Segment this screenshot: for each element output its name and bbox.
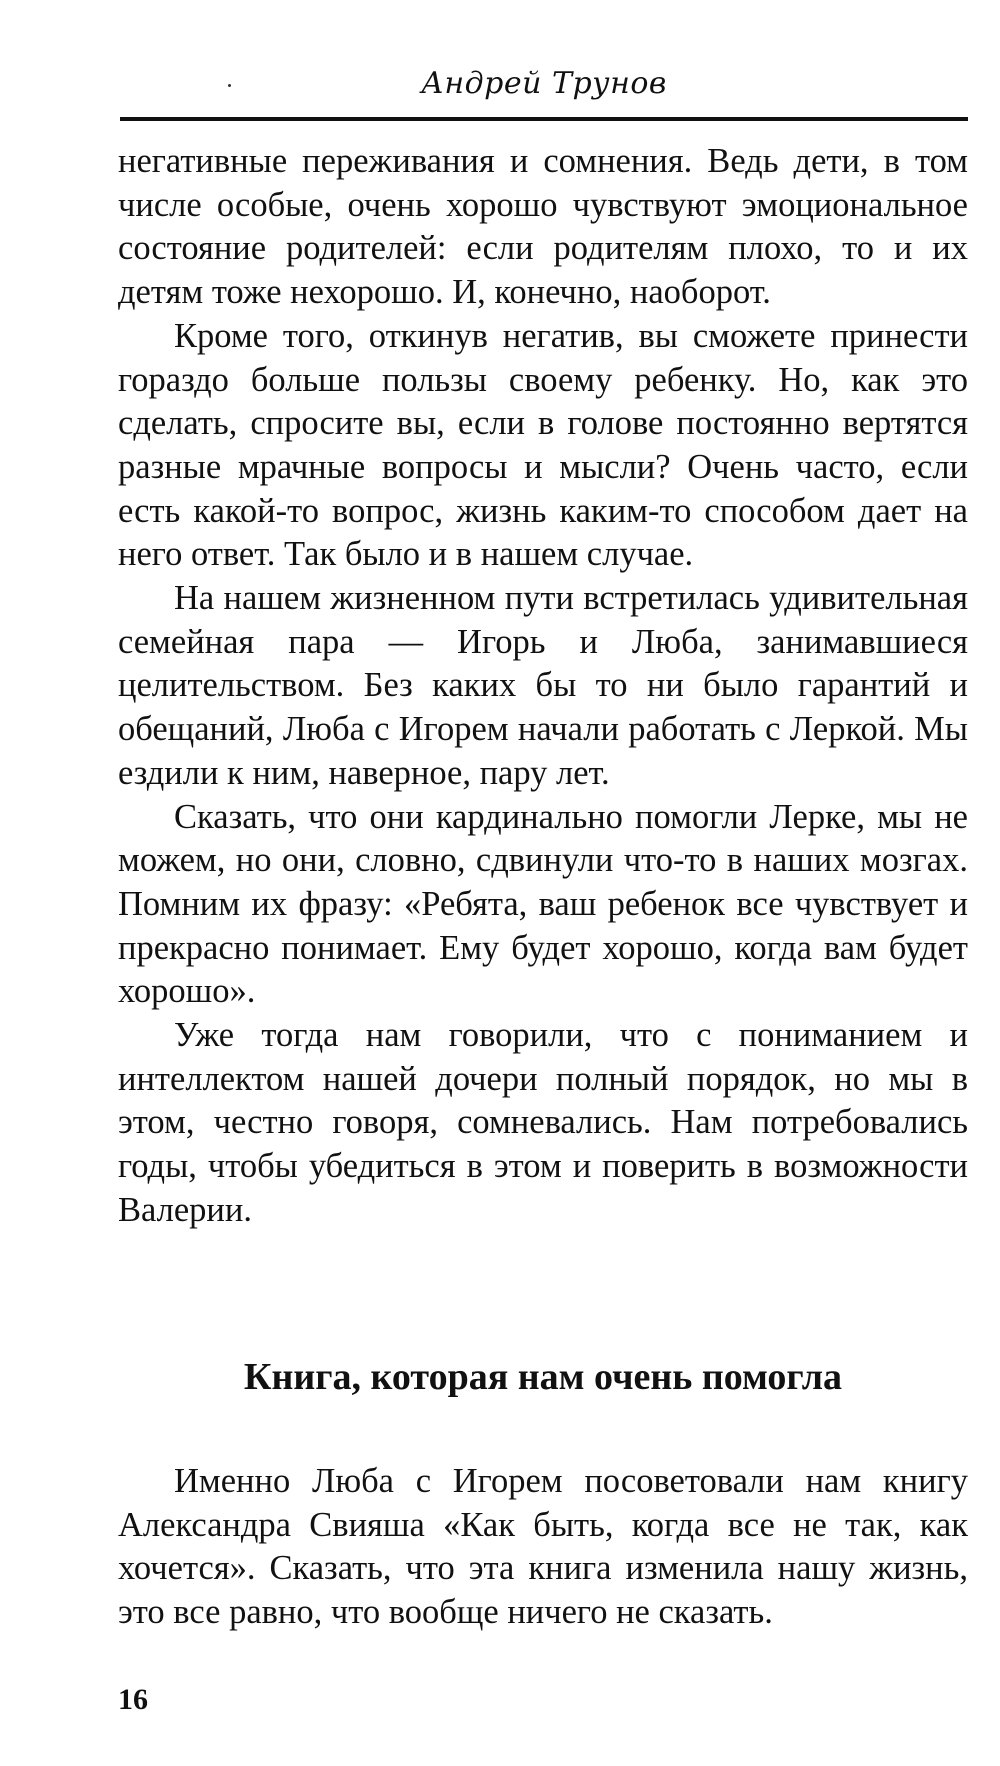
paragraph: Уже тогда нам говорили, что с пониманием и интеллектом нашей дочери полный порядок, но мы в этом, честно говоря, сомневались. Нам потребовались годы, чтобы убедиться в этом и поверить в возможности Валерии.	[118, 1016, 968, 1229]
paragraph: Сказать, что они кардинально помогли Лерке, мы не можем, но они, словно, сдвинули что-то в наших мозгах. Помним их фразу: «Ребята, ваш ребенок все чувствует и прекрасно понимает. Ему будет хорошо, когда вам будет хорошо».	[118, 797, 968, 1011]
paragraph: На нашем жизненном пути встретилась удивительная семейная пара — Игорь и Люба, занимавшиеся целительством. Без каких бы то ни было гарантий и обещаний, Люба с Игорем начали работать с Леркой. Мы ездили к ним, наверное, пару лет.	[118, 579, 968, 792]
section-text	[118, 1460, 968, 1635]
main-text	[118, 140, 968, 1233]
paragraph-continued: негативные переживания и сомнения. Ведь дети, в том числе особые, очень хорошо чувствуют эмоциональное состояние родителей: если родителям плохо, то и их детям тоже нехорошо. И, конечно, наоборот.	[118, 142, 968, 312]
page-number: 16	[118, 1683, 148, 1716]
section-heading: Книга, которая нам очень помогла	[243, 1356, 843, 1398]
paragraph: Именно Люба с Игорем посоветовали нам книгу Александра Свияша «Как быть, когда все не так, как хочется». Сказать, что эта книга изменила нашу жизнь, это все равно, что вообще ничего не сказать.	[118, 1462, 968, 1632]
header-rule	[120, 117, 968, 121]
paragraph: Кроме того, откинув негатив, вы сможете принести гораздо больше пользы своему ребенку. Но, как это сделать, спросите вы, если в голове постоянно вертятся разные мрачные вопросы и мысли? Очень часто, если есть какой-то вопрос, жизнь каким-то способом дает на него ответ. Так было и в нашем случае.	[118, 316, 968, 574]
running-head-author: Андрей Трунов	[421, 66, 667, 101]
